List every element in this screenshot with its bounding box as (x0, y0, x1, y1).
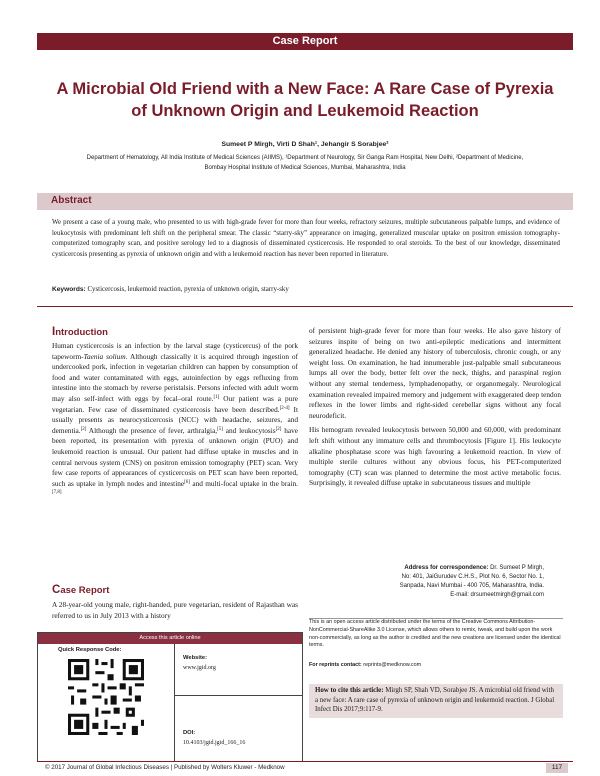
author-list: Sumeet P Mirgh, Virti D Shah¹, Jehangir S Sorabjee² (221, 141, 389, 148)
correspondence-line: No: 401, JaiGurudev C.H.S., Plot No. 6, Sector No. 1, (401, 574, 544, 580)
citation-label: How to cite this article: (315, 687, 384, 694)
citation-ref[interactable]: [2-4] (279, 405, 290, 411)
citation-ref[interactable]: [6] (184, 479, 190, 485)
citation-ref[interactable]: [5] (217, 426, 223, 432)
citation-ref[interactable]: [1] (213, 394, 220, 400)
correspondence-block (352, 564, 544, 600)
qr-code-icon[interactable] (68, 659, 144, 735)
doi-link[interactable]: 10.4103/jgid.jgid_166_16 (183, 740, 246, 746)
footer-divider (37, 761, 573, 762)
correspondence-label: Address for correspondence: (404, 565, 489, 571)
section-divider (37, 306, 573, 307)
affiliation-line-1: Department of Hematology, All India Institute of Medical Sciences (AIIMS), ¹Department of Neurology, Sir Ganga Ram Hospital, New Delhi, ²Department of Medicine, (86, 155, 524, 161)
qr-label: Quick Response Code: (58, 647, 122, 653)
reprints-email[interactable]: reprints@medknow.com (361, 662, 422, 668)
title-line-2: of Unknown Origin and Leukemoid Reaction (131, 102, 479, 120)
affiliations (50, 154, 560, 173)
article-type-banner: Case Report (37, 33, 573, 50)
introduction-heading: Introduction (52, 326, 108, 338)
case-report-body-continued (309, 326, 561, 489)
case-report-body (52, 600, 298, 621)
citation-ref[interactable]: [2] (275, 426, 282, 432)
article-title (37, 78, 573, 122)
citation-ref[interactable]: [7,8] (52, 490, 62, 496)
case-report-heading: Case Report (52, 584, 110, 596)
website-label: Website: (183, 655, 208, 661)
footer-copyright: © 2017 Journal of Global Infectious Diseases | Published by Wolters Kluwer - Medknow (45, 764, 285, 771)
website-link[interactable]: www.jgid.org (183, 665, 216, 671)
license-text: This is an open access article distributed under the terms of the Creative Commons Attribution-NonCommercial-ShareAlike 3.0 License, which allows others to remix, tweak, and build upon the work non-commercially, as long as the author is credited and the new creations are licensed under the identical terms. (309, 619, 561, 649)
reprints-contact (309, 662, 421, 668)
abstract-text: We present a case of a young male, who presented to us with high-grade fever for more than four weeks, refractory seizures, multiple subcutaneous palpable lumps, and evidence of leukocytosis with predominant left shift on the peripheral smear. The classic “starry-sky” appearance on imaging, generalized muscular uptake on positron emission tomography-computerized tomography scan, and positive serology led to a diagnosis of disseminated cysticercosis. He responded to oral steroids. To the best of our knowledge, disseminated cysticercosis presenting as pyrexia of unknown origin and with a leukemoid reaction has never been reported in literature. (52, 219, 560, 258)
access-box-divider (174, 695, 302, 696)
page-number: 117 (546, 763, 568, 773)
abstract-header-bar (37, 193, 573, 210)
citation-box (309, 684, 563, 718)
case-paragraph: of persistent high-grade fever for more than four weeks. He also gave history of seizures inspite of being on two anti-epileptic medications and intermittent generalized headache. He denied any history of tuberculosis, chronic cough, or any weight loss. On examination, he had innumerable just-palpable small subcutaneous lumps all over the body, better felt over the neck, thighs, and paraspinal region without any sternal tenderness, lymphadenopathy, or organomegaly. Neurological examination revealed impaired memory and judgement with exaggerated deep tendon reflexes in the lower limbs and right-sided cerebellar signs without any focal neurodeficit. (309, 326, 561, 420)
citation-text: Mirgh SP, Shah VD, Sorabjee JS. A microbial old friend with a new face: A rare case of pyrexia of unknown origin and leukemoid reaction. J Global Infect Dis 2017;9:117-9. (315, 687, 555, 714)
doi-label: DOI: (183, 730, 196, 736)
abstract-heading: Abstract (51, 195, 92, 206)
correspondence-line: Sanpada, Navi Mumbai - 400 705, Maharashtra, India. (399, 583, 544, 589)
species-name: Taenia solium (83, 351, 126, 361)
introduction-body (52, 341, 298, 500)
case-paragraph: His hemogram revealed leukocytosis between 50,000 and 60,000, with predominant left shift without any immature cells and thrombocytosis [Figure 1]. His leukocyte alkaline phosphatase score was high favouring a leukemoid reaction. In view of multiple sterile cultures without any obvious focus, his PET-computerized tomography (CT) scan was planned to determine the most active metabolic focus. Surprisingly, it revealed diffuse uptake in subcutaneous tissues and multiple (309, 425, 561, 488)
correspondence-email[interactable]: E-mail: drsumeetmirgh@gmail.com (450, 592, 544, 598)
introduction-paragraph: Human cysticercosis is an infection by the larval stage (cysticercus) of the pork tapeworm-Taenia solium. Although classically it is acquired through ingestion of undercooked pork, infection in vegetarian children can happen by consumption of food and water contaminated with eggs, autoinfection by eggs refluxing from intestine into the stomach by reverse peristalsis. Persons infected with adult worm may also self-infect with eggs by fecal–oral route.[1] Our patient was a pure vegetarian. Few case of disseminated cysticercosis have been described.[2-4] It usually presents as neurocysticercosis (NCC) with headache, seizures, and dementia.[2] Although the presence of fever, arthralgia,[5] and leukocytosis[2] have been reported, its presentation with pyrexia of unknown origin (PUO) and leukemoid reaction is unusual. Our patient had diffuse uptake in muscles and in central nervous system (CNS) on positron emission tomography (PET) scan. Very few case reports of appearances of cysticercosis on PET scan have been reported, such as uptake in lymph nodes and intestine[6] and multi-focal uptake in the brain.[7,8] (52, 341, 299, 496)
keywords-text: Cysticercosis, leukemoid reaction, pyrexia of unknown origin, starry-sky (87, 286, 289, 293)
access-box-divider (174, 644, 175, 761)
correspondence-line: Address for correspondence: Dr. Sumeet P Mirgh, (404, 565, 544, 571)
reprints-label: For reprints contact: (309, 662, 362, 668)
title-line-1: A Microbial Old Friend with a New Face: A Rare Case of Pyrexia (56, 80, 554, 98)
access-box-header: Access this article online (38, 633, 302, 644)
affiliation-line-2: Bombay Hospital Institute of Medical Sciences, Mumbai, Maharashtra, India (204, 164, 406, 171)
case-paragraph: A 28-year-old young male, right-handed, pure vegetarian, resident of Rajasthan was referred to us in July 2013 with a history (52, 600, 298, 620)
keywords-label: Keywords: (52, 286, 86, 293)
access-online-box (37, 632, 303, 762)
keywords (52, 285, 560, 295)
citation-ref[interactable]: [2] (80, 426, 87, 432)
